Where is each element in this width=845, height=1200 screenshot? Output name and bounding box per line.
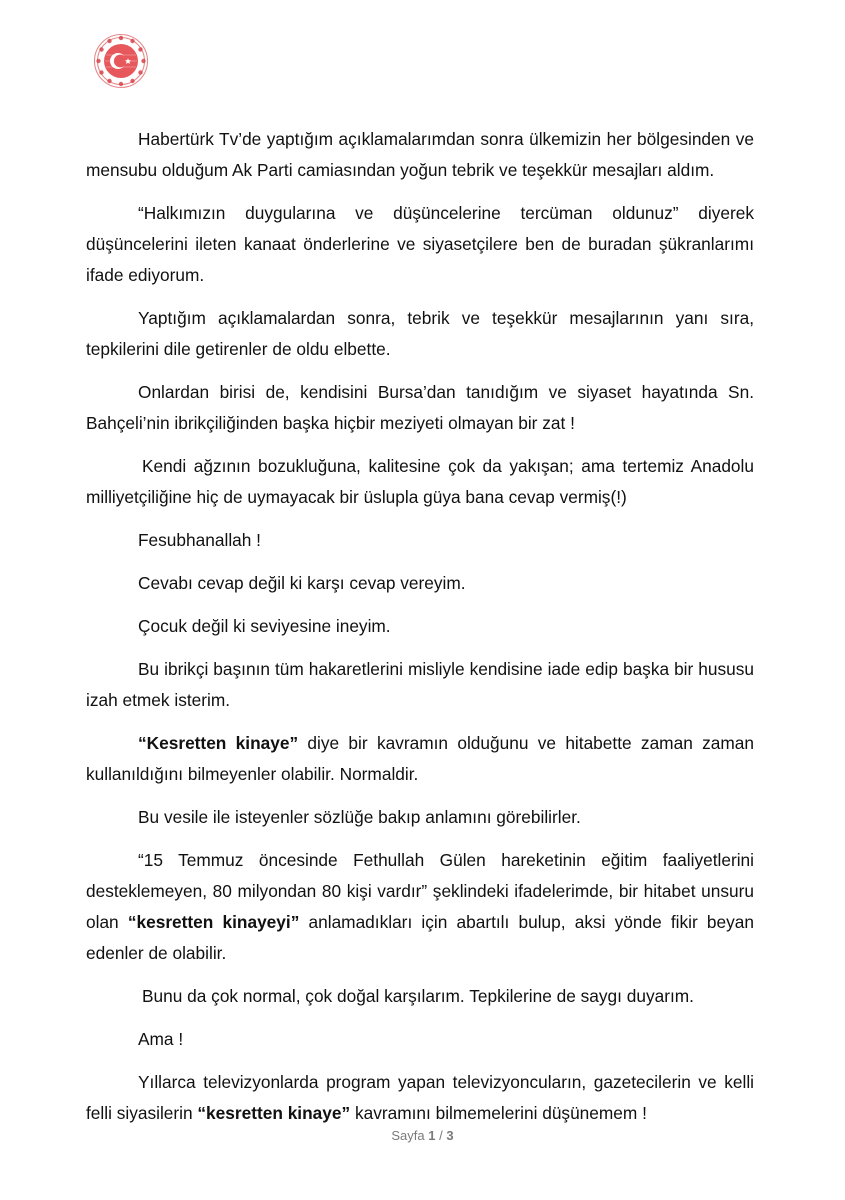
paragraph-2: “Halkımızın duygularına ve düşüncelerine tercüman oldunuz” diyerek düşüncelerini ileten kanaat önderlerine ve siyasetçilere ben de buradan şükranlarımı ifade ediyorum.	[86, 203, 754, 285]
paragraph-4: Onlardan birisi de, kendisini Bursa’dan tanıdığım ve siyaset hayatında Sn. Bahçeli’nin ibrikçiliğinden başka hiçbir meziyeti olmayan bir zat !	[86, 382, 754, 433]
paragraph-3: Yaptığım açıklamalardan sonra, tebrik ve teşekkür mesajlarının yanı sıra, tepkilerini dile getirenler de oldu elbette.	[86, 308, 754, 359]
bold-term: “kesretten kinaye”	[197, 1103, 351, 1123]
paragraph-6: Fesubhanallah !	[138, 530, 261, 550]
bold-term: “kesretten kinayeyi”	[127, 912, 300, 932]
paragraph-14: Ama !	[138, 1029, 184, 1049]
paragraph-5: Kendi ağzının bozukluğuna, kalitesine çok da yakışan; ama tertemiz Anadolu milliyetçiliğine hiç de uymayacak bir üslupla güya bana cevap vermiş(!)	[86, 456, 754, 507]
paragraph-10: “Kesretten kinaye” diye bir kavramın olduğunu ve hitabette zaman zaman kullanıldığını bilmeyenler olabilir. Normaldir.	[86, 733, 754, 784]
page-number: 1	[428, 1128, 436, 1143]
bold-term: “Kesretten kinaye”	[138, 733, 299, 753]
paragraph-8: Çocuk değil ki seviyesine ineyim.	[138, 616, 391, 636]
paragraph-15: Yıllarca televizyonlarda program yapan televizyoncuların, gazetecilerin ve kelli felli siyasilerin “kesretten kinaye” kavramını bilmemelerini düşünemem !	[86, 1072, 754, 1123]
letter-body	[86, 124, 754, 1141]
paragraph-12: “15 Temmuz öncesinde Fethullah Gülen hareketinin eğitim faaliyetlerini desteklemeyen, 80 milyondan 80 kişi vardır” şeklindeki ifadelerimde, bir hitabet unsuru olan “kesretten kinayeyi” anlamadıkları için abartılı bulup, aksi yönde fikir beyan edenler de olabilir.	[86, 850, 754, 963]
paragraph-1: Habertürk Tv’de yaptığım açıklamalarımdan sonra ülkemizin her bölgesinden ve mensubu olduğum Ak Parti camiasından yoğun tebrik ve teşekkür mesajları aldım.	[86, 129, 754, 180]
page-total: 3	[446, 1128, 454, 1143]
paragraph-11: Bu vesile ile isteyenler sözlüğe bakıp anlamını görebilirler.	[138, 807, 581, 827]
paragraph-9: Bu ibrikçi başının tüm hakaretlerini misliyle kendisine iade edip başka bir hususu izah etmek isterim.	[86, 659, 754, 710]
page-footer	[0, 1128, 845, 1143]
page-separator: /	[439, 1128, 443, 1143]
paragraph-7: Cevabı cevap değil ki karşı cevap vereyim.	[138, 573, 466, 593]
page-label: Sayfa	[391, 1128, 425, 1143]
tbmm-emblem-icon	[93, 33, 149, 89]
paragraph-13: Bunu da çok normal, çok doğal karşılarım. Tepkilerine de saygı duyarım.	[142, 986, 694, 1006]
